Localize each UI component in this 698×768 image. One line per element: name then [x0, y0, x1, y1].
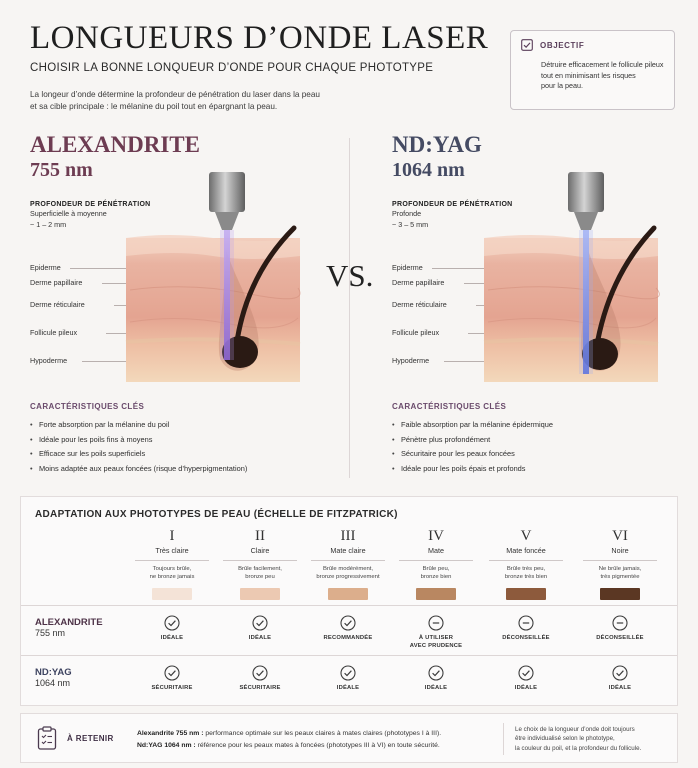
leader-line	[464, 283, 484, 284]
alexandrite-characteristics-title: CARACTÉRISTIQUES CLÉS	[30, 402, 145, 411]
table-cell	[391, 615, 481, 650]
penetration-depth: ~ 3 – 5 mm	[392, 220, 429, 229]
penetration-title: PROFONDEUR DE PÉNÉTRATION	[30, 201, 151, 208]
leader-line	[114, 305, 126, 306]
objective-line: tout en minimisant les risques	[541, 70, 636, 80]
alexandrite-characteristics-list	[30, 418, 247, 477]
phototype-numeral: I	[169, 528, 175, 544]
phototype-name: Mate foncée	[489, 545, 563, 561]
leader-line	[102, 283, 126, 284]
skin-label-derme-papillaire: Derme papillaire	[392, 278, 445, 287]
phototype-numeral: III	[340, 528, 356, 544]
leader-line	[70, 268, 126, 269]
phototype-numeral: II	[255, 528, 265, 544]
check-circle-icon	[428, 665, 444, 681]
check-circle-icon	[340, 615, 356, 631]
phototype-name: Claire	[223, 545, 297, 561]
check-circle-icon	[612, 665, 628, 681]
table-cell	[481, 665, 571, 693]
check-circle-icon	[164, 665, 180, 681]
cell-label: RECOMMANDÉE	[323, 635, 373, 641]
cell-label: DÉCONSEILLÉE	[596, 635, 644, 641]
list-item: • Forte absorption par la mélanine du poil	[30, 418, 247, 433]
table-cell	[215, 615, 305, 643]
leader-line	[106, 333, 126, 334]
cell-label: IDÉALE	[424, 685, 448, 691]
phototype-panel	[20, 496, 678, 706]
intro-line: et sa cible principale : le mélanine du poil tout en épargnant la peau.	[30, 102, 278, 111]
clipboard-icon	[37, 726, 57, 750]
alexandrite-row-label: ALEXANDRITE 755 nm	[35, 617, 103, 638]
list-item: • Pénètre plus profondément	[392, 433, 553, 448]
skin-tone-swatch	[240, 588, 280, 600]
cell-label: IDÉALE	[336, 685, 360, 691]
retenir-alex-label: Alexandrite 755 nm :	[137, 730, 204, 737]
phototype-numeral: IV	[428, 528, 444, 544]
ndyag-characteristics-list	[392, 418, 553, 477]
cell-label: SÉCURITAIRE	[239, 685, 281, 691]
table-cell	[303, 665, 393, 693]
intro-text	[30, 89, 370, 113]
phototype-name: Mate claire	[311, 545, 385, 561]
table-cell	[303, 615, 393, 643]
check-circle-icon	[252, 615, 268, 631]
skin-label-epiderme: Epiderme	[30, 263, 61, 272]
table-cell	[575, 665, 665, 693]
leader-line	[444, 361, 484, 362]
alexandrite-skin-diagram	[30, 172, 350, 412]
cell-label: À UTILISER AVEC PRUDENCE	[409, 635, 463, 649]
objective-line: Détruire efficacement le follicule pileux	[541, 60, 664, 69]
retenir-note	[515, 725, 641, 753]
note-line: être individualisé selon le phototype,	[515, 735, 615, 743]
objective-title: OBJECTIF	[540, 40, 585, 50]
cell-label: IDÉALE	[160, 635, 184, 641]
phototype-desc: Brûle modérément, bronze progressivement	[316, 566, 380, 581]
list-item: • Efficace sur les poils superficiels	[30, 447, 247, 462]
phototype-name: Noire	[583, 545, 657, 561]
phototype-desc: Brûle très peu, bronze très bien	[504, 566, 548, 581]
skin-cross-section	[30, 172, 350, 412]
list-item: • Faible absorption par la mélanine épidermique	[392, 418, 553, 433]
phototype-name: Mate	[399, 545, 473, 561]
table-cell	[127, 665, 217, 693]
minus-circle-icon	[428, 615, 444, 631]
phototype-3	[303, 527, 393, 600]
retenir-nd-text: référence pour les peaux mates à foncées (phototypes III à VI) en toute sécurité.	[195, 741, 440, 749]
retenir-divider	[503, 723, 504, 755]
check-circle-icon	[164, 615, 180, 631]
ndyag-wavelength: 1064 nm	[392, 159, 465, 181]
cell-label: IDÉALE	[248, 635, 272, 641]
leader-line	[476, 305, 484, 306]
retenir-nd-label: Nd:YAG 1064 nm :	[137, 741, 196, 749]
table-divider	[21, 655, 677, 656]
leader-line	[468, 333, 484, 334]
minus-circle-icon	[518, 615, 534, 631]
penetration-title: PROFONDEUR DE PÉNÉTRATION	[392, 201, 513, 208]
table-cell	[215, 665, 305, 693]
table-divider	[21, 605, 677, 606]
leader-line	[432, 268, 484, 269]
phototype-title: ADAPTATION AUX PHOTOTYPES DE PEAU (ÉCHELLE DE FITZPATRICK)	[35, 509, 398, 520]
list-item: • Idéale pour les poils fins à moyens	[30, 433, 247, 448]
objective-text	[541, 60, 664, 92]
phototype-numeral: V	[520, 528, 532, 544]
phototype-4	[391, 527, 481, 600]
phototype-6	[575, 527, 665, 600]
phototype-5	[481, 527, 571, 600]
objective-line: pour la peau.	[541, 81, 583, 90]
minus-circle-icon	[612, 615, 628, 631]
skin-tone-swatch	[416, 588, 456, 600]
penetration-desc: Profonde	[392, 209, 422, 218]
table-cell	[391, 665, 481, 693]
phototype-desc: Brûle peu, bronze bien	[420, 566, 452, 581]
intro-line: La longeur d’onde détermine la profondeur de pénétration du laser dans la peau	[30, 90, 320, 99]
page-subtitle: CHOISIR LA BONNE LONQUEUR D’ONDE POUR CHAQUE PHOTOTYPE	[30, 62, 434, 74]
skin-tone-swatch	[506, 588, 546, 600]
list-item: • Idéale pour les poils épais et profonds	[392, 462, 553, 477]
skin-label-derme-papillaire: Derme papillaire	[30, 278, 83, 287]
table-cell	[127, 615, 217, 643]
phototype-name: Très claire	[135, 545, 209, 561]
objective-header	[521, 39, 664, 51]
cell-label: IDÉALE	[608, 685, 632, 691]
skin-tone-swatch	[152, 588, 192, 600]
vs-label: VS.	[326, 258, 374, 293]
table-cell	[481, 615, 571, 643]
alexandrite-name: ALEXANDRITE	[30, 132, 200, 157]
penetration-depth: ~ 1 – 2 mm	[30, 220, 67, 229]
phototype-2	[215, 527, 305, 600]
ndyag-skin-diagram	[392, 172, 698, 412]
phototype-desc: Brûle facilement, bronze peu	[238, 566, 282, 581]
skin-cross-section	[392, 172, 698, 412]
check-circle-icon	[518, 665, 534, 681]
note-line: la couleur du poil, et la profondeur du follicule.	[515, 744, 642, 752]
ndyag-name: ND:YAG	[392, 132, 482, 157]
penetration-desc: Superficielle à moyenne	[30, 209, 107, 218]
note-line: Le choix de la longueur d’onde doit toujours	[515, 726, 635, 733]
leader-line	[82, 361, 126, 362]
ndyag-characteristics-title: CARACTÉRISTIQUES CLÉS	[392, 402, 507, 411]
check-circle-icon	[340, 665, 356, 681]
retenir-box	[20, 713, 678, 763]
phototype-desc: Ne brûle jamais, très pigmentée	[598, 566, 642, 581]
phototype-desc: Toujours brûle, ne bronze jamais	[149, 566, 195, 581]
skin-tone-swatch	[600, 588, 640, 600]
skin-label-derme-reticulaire: Derme réticulaire	[392, 300, 447, 309]
skin-tone-swatch	[328, 588, 368, 600]
cell-label: SÉCURITAIRE	[151, 685, 193, 691]
skin-label-follicule: Follicule pileux	[392, 328, 440, 337]
skin-label-derme-reticulaire: Derme réticulaire	[30, 300, 85, 309]
ndyag-row-label: ND:YAG 1064 nm	[35, 667, 72, 688]
list-item: • Moins adaptée aux peaux foncées (risque d’hyperpigmentation)	[30, 462, 247, 477]
checkbox-icon	[521, 39, 533, 51]
list-item: • Sécuritaire pour les peaux foncées	[392, 447, 553, 462]
retenir-alex-text: performance optimale sur les peaux claires à mates claires (phototypes I à III).	[203, 730, 442, 737]
retenir-title: À RETENIR	[67, 734, 114, 743]
objective-box	[510, 30, 675, 110]
skin-label-hypoderme: Hypoderme	[30, 356, 68, 365]
phototype-1	[127, 527, 217, 600]
retenir-text	[137, 728, 441, 751]
check-circle-icon	[252, 665, 268, 681]
page-title: LONGUEURS D’ONDE LASER	[30, 20, 489, 56]
cell-label: DÉCONSEILLÉE	[502, 635, 550, 641]
alexandrite-wavelength: 755 nm	[30, 159, 93, 181]
skin-label-follicule: Follicule pileux	[30, 328, 78, 337]
skin-label-epiderme: Epiderme	[392, 263, 423, 272]
cell-label: IDÉALE	[514, 685, 538, 691]
skin-label-hypoderme: Hypoderme	[392, 356, 430, 365]
phototype-numeral: VI	[612, 528, 628, 544]
table-cell	[575, 615, 665, 643]
